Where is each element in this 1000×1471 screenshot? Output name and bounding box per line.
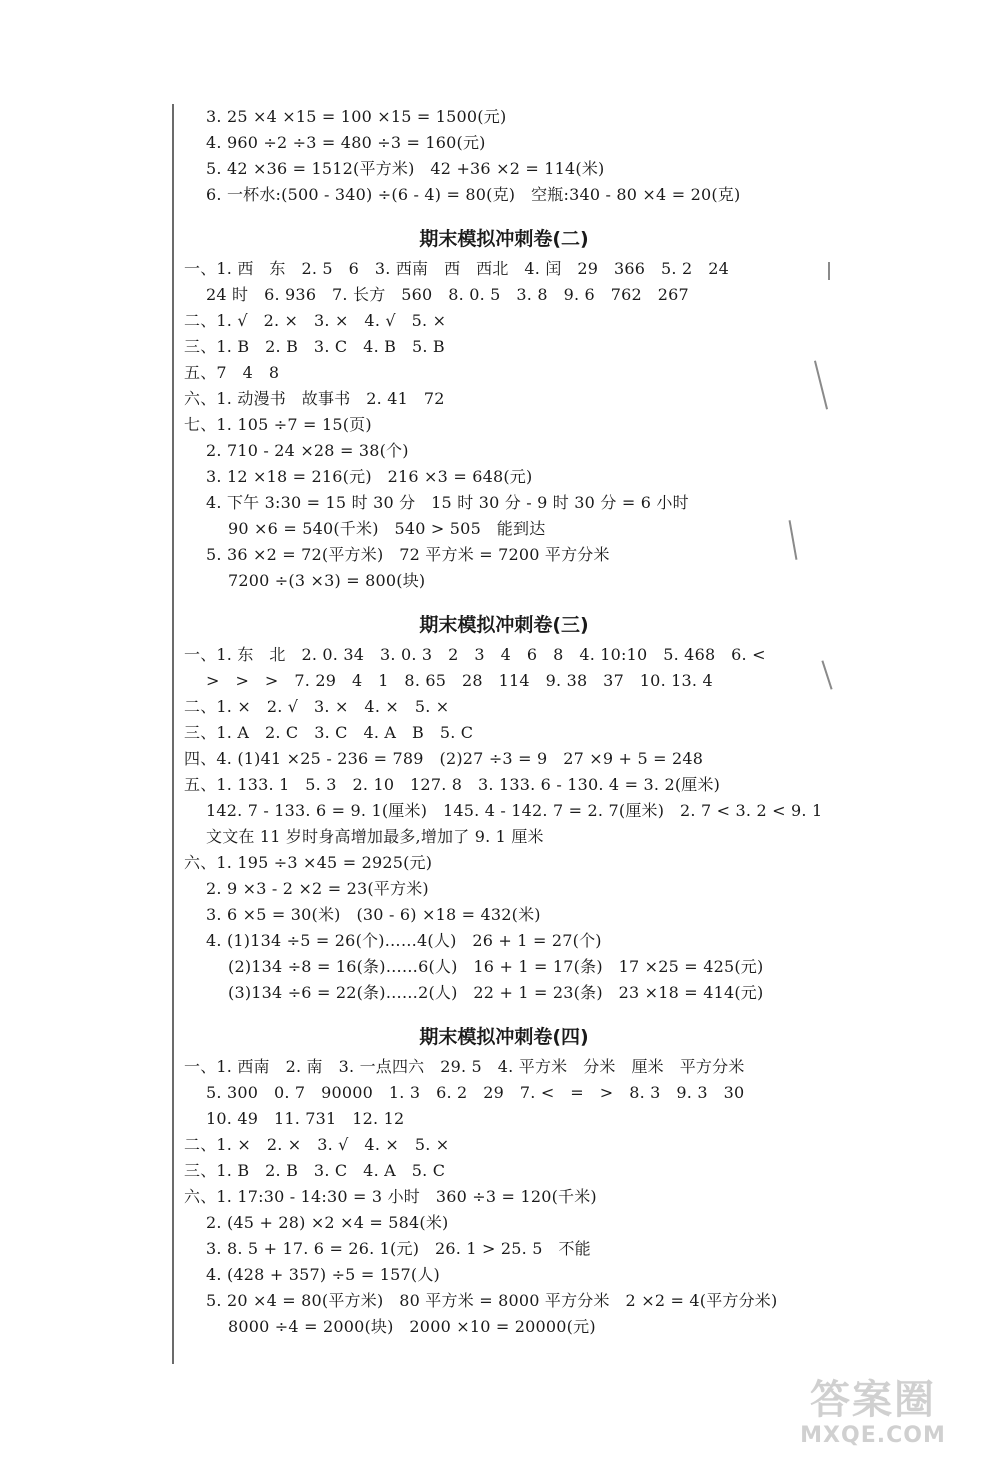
answer-line: 六、1. 动漫书 故事书 2. 41 72 [184, 389, 445, 408]
answer-line: 90 ×6 = 540(千米) 540 > 505 能到达 [228, 519, 546, 538]
answer-line: 5. 36 ×2 = 72(平方米) 72 平方米 = 7200 平方分米 [206, 545, 610, 564]
answer-line: 5. 20 ×4 = 80(平方米) 80 平方米 = 8000 平方分米 2 ×2 = 4(平方分米) [206, 1291, 778, 1310]
answer-line: 3. 25 ×4 ×15 = 100 ×15 = 1500(元) [206, 107, 507, 126]
answer-line: (3)134 ÷6 = 22(条)……2(人) 22 + 1 = 23(条) 23 ×18 = 414(元) [228, 983, 764, 1002]
answer-line: 3. 12 ×18 = 216(元) 216 ×3 = 648(元) [206, 467, 533, 486]
answer-line: > > > 7. 29 4 1 8. 65 28 114 9. 38 37 10. 13. 4 [206, 671, 713, 690]
watermark-title: 答案圈 [810, 1377, 936, 1423]
answer-line: 五、7 4 8 [184, 363, 280, 382]
answer-line: 二、1. √ 2. × 3. × 4. √ 5. × [184, 311, 447, 330]
watermark-url: MXQE.COM [800, 1423, 946, 1448]
section-title: 期末模拟冲刺卷(二) [419, 228, 589, 250]
answer-line: 七、1. 105 ÷7 = 15(页) [184, 415, 372, 434]
answer-line: 10. 49 11. 731 12. 12 [206, 1109, 405, 1128]
answer-line: 3. 6 ×5 = 30(米) (30 - 6) ×18 = 432(米) [206, 905, 541, 924]
answer-line: 三、1. B 2. B 3. C 4. B 5. B [184, 337, 445, 356]
answer-line: 142. 7 - 133. 6 = 9. 1(厘米) 145. 4 - 142. 7 = 2. 7(厘米) 2. 7 < 3. 2 < 9. 1 [206, 801, 823, 820]
section-title: 期末模拟冲刺卷(三) [419, 614, 589, 636]
answer-line: 8000 ÷4 = 2000(块) 2000 ×10 = 20000(元) [228, 1317, 596, 1336]
answer-line: 一、1. 东 北 2. 0. 34 3. 0. 3 2 3 4 6 8 4. 10:10 5. 468 6. < [184, 645, 766, 664]
answer-line: 六、1. 17:30 - 14:30 = 3 小时 360 ÷3 = 120(千米) [184, 1187, 597, 1206]
answer-line: 7200 ÷(3 ×3) = 800(块) [228, 571, 426, 590]
answer-line: 2. 9 ×3 - 2 ×2 = 23(平方米) [206, 879, 429, 898]
answer-line: 24 时 6. 936 7. 长方 560 8. 0. 5 3. 8 9. 6 762 267 [206, 285, 689, 304]
answer-line: 五、1. 133. 1 5. 3 2. 10 127. 8 3. 133. 6 - 130. 4 = 3. 2(厘米) [184, 775, 721, 794]
answer-line: 2. (45 + 28) ×2 ×4 = 584(米) [206, 1213, 449, 1232]
answer-line: 3. 8. 5 + 17. 6 = 26. 1(元) 26. 1 > 25. 5 不能 [206, 1239, 591, 1258]
answer-line: 四、4. (1)41 ×25 - 236 = 789 (2)27 ÷3 = 9 27 ×9 + 5 = 248 [184, 749, 704, 768]
answer-line: 4. (1)134 ÷5 = 26(个)……4(人) 26 + 1 = 27(个) [206, 931, 602, 950]
answer-line: 文文在 11 岁时身高增加最多,增加了 9. 1 厘米 [206, 827, 544, 846]
answer-line: 4. (428 + 357) ÷5 = 157(人) [206, 1265, 440, 1284]
answer-line: 二、1. × 2. √ 3. × 4. × 5. × [184, 697, 450, 716]
section-title: 期末模拟冲刺卷(四) [419, 1026, 589, 1048]
answer-line: 4. 960 ÷2 ÷3 = 480 ÷3 = 160(元) [206, 133, 486, 152]
answer-line: 六、1. 195 ÷3 ×45 = 2925(元) [184, 853, 433, 872]
answer-line: 4. 下午 3:30 = 15 时 30 分 15 时 30 分 - 9 时 30 分 = 6 小时 [206, 493, 689, 512]
answer-line: 三、1. B 2. B 3. C 4. A 5. C [184, 1161, 446, 1180]
answer-line: 5. 42 ×36 = 1512(平方米) 42 +36 ×2 = 114(米) [206, 159, 605, 178]
answer-line: 2. 710 - 24 ×28 = 38(个) [206, 441, 409, 460]
answer-line: (2)134 ÷8 = 16(条)……6(人) 16 + 1 = 17(条) 17 ×25 = 425(元) [228, 957, 764, 976]
answer-line: 一、1. 西南 2. 南 3. 一点四六 29. 5 4. 平方米 分米 厘米 平方分米 [184, 1057, 745, 1076]
margin-line [172, 104, 174, 1364]
answer-line: 5. 300 0. 7 90000 1. 3 6. 2 29 7. < = > 8. 3 9. 3 30 [206, 1083, 745, 1102]
answer-line: 6. 一杯水:(500 - 340) ÷(6 - 4) = 80(克) 空瓶:340 - 80 ×4 = 20(克) [206, 185, 741, 204]
watermark-logo [778, 1377, 968, 1457]
scan-mark [828, 262, 830, 280]
answer-line: 二、1. × 2. × 3. √ 4. × 5. × [184, 1135, 450, 1154]
answer-line: 一、1. 西 东 2. 5 6 3. 西南 西 西北 4. 闰 29 366 5. 2 24 [184, 259, 729, 278]
answer-content [184, 104, 824, 1340]
answer-line: 三、1. A 2. C 3. C 4. A B 5. C [184, 723, 474, 742]
